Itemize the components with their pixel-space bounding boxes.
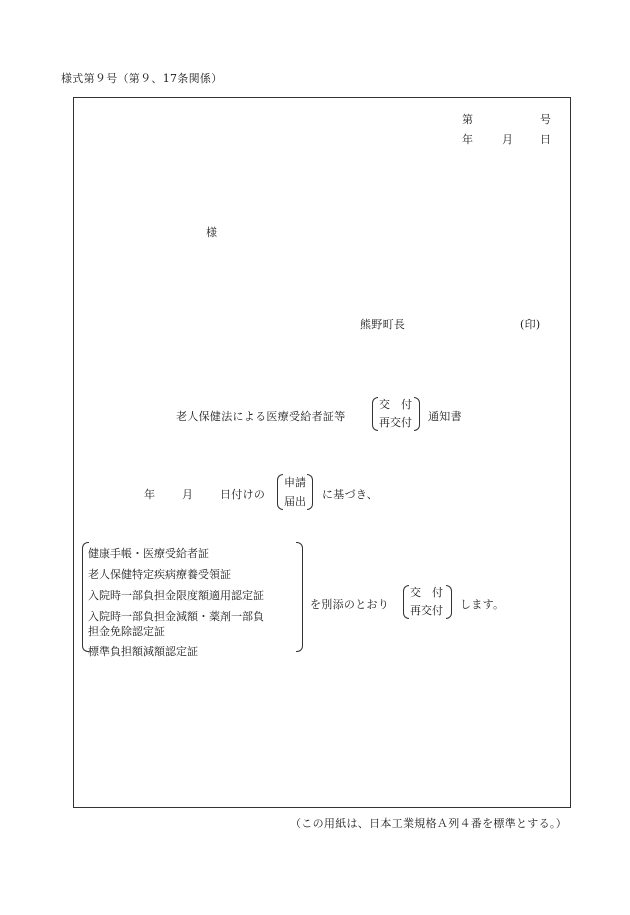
title-option-issue: 交 付 xyxy=(379,398,412,411)
basis-brace-right xyxy=(307,474,313,510)
basis-day: 日付けの xyxy=(220,488,266,501)
document-title: 老人保健法による医療受給者証等 xyxy=(176,410,346,423)
action-option-reissue: 再交付 xyxy=(410,604,443,617)
action-option-issue: 交 付 xyxy=(410,586,443,599)
title-option-reissue: 再交付 xyxy=(379,416,412,429)
title-brace-left xyxy=(372,397,378,431)
title-brace-right xyxy=(414,397,420,431)
date-year: 年 xyxy=(462,133,474,146)
basis-options xyxy=(284,473,306,511)
footer-note: （この用紙は、日本工業規格Ａ列４番を標準とする。） xyxy=(290,817,567,830)
certificate-item: 入院時一部負担金減額・薬剤一部負 xyxy=(88,610,264,623)
issuer-title: 熊野町長 xyxy=(360,318,406,331)
certificate-list xyxy=(88,545,264,660)
number-prefix: 第 xyxy=(462,113,474,126)
action-suffix: します。 xyxy=(460,598,505,611)
certificate-item: 担金免除認定証 xyxy=(88,625,165,638)
basis-option-application: 申請 xyxy=(284,476,306,489)
action-prefix: を別添のとおり xyxy=(310,598,390,611)
action-options xyxy=(410,584,443,620)
date-month: 月 xyxy=(502,133,514,146)
basis-option-notification: 届出 xyxy=(284,495,306,508)
certificate-item: 健康手帳・医療受給者証 xyxy=(88,547,209,560)
issuer-seal: (印) xyxy=(520,318,541,331)
form-frame xyxy=(73,97,571,808)
date-day: 日 xyxy=(540,133,552,146)
certificate-item: 入院時一部負担金限度額適用認定証 xyxy=(88,589,264,602)
title-options xyxy=(379,396,412,432)
list-brace-right xyxy=(296,542,303,652)
basis-month: 月 xyxy=(182,488,194,501)
action-brace-right xyxy=(446,585,452,619)
addressee-suffix: 様 xyxy=(206,226,218,239)
basis-brace-left xyxy=(277,474,283,510)
basis-suffix: に基づき、 xyxy=(322,488,379,501)
document-title-suffix: 通知書 xyxy=(428,410,462,423)
certificate-item: 老人保健特定疾病療養受領証 xyxy=(88,568,231,581)
basis-year: 年 xyxy=(144,488,156,501)
number-suffix: 号 xyxy=(540,113,552,126)
action-brace-left xyxy=(403,585,409,619)
form-label: 様式第９号（第９、17条関係） xyxy=(61,72,223,85)
certificate-item: 標準負担額減額認定証 xyxy=(88,645,198,658)
